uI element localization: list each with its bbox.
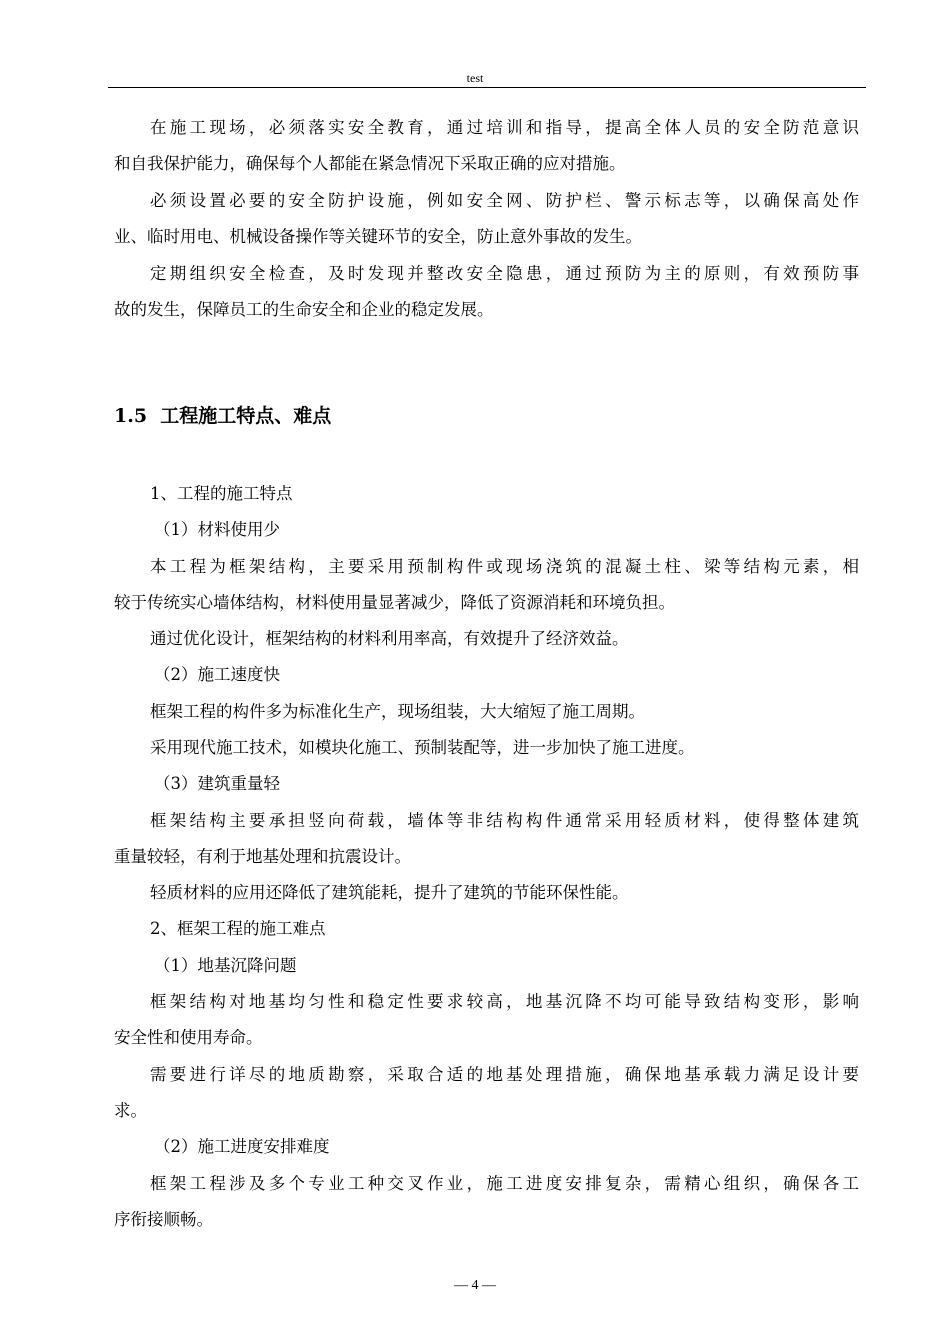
paragraph-line: 较于传统实心墙体结构，材料使用量显著减少，降低了资源消耗和环境负担。: [114, 593, 675, 612]
paragraph-line: 采用现代施工技术，如模块化施工、预制装配等，进一步加快了施工进度。: [150, 738, 695, 757]
paragraph-line: 在施工现场，必须落实安全教育，通过培训和指导，提高全体人员的安全防范意识: [150, 118, 859, 137]
subheading: （2）施工速度快: [154, 665, 280, 684]
paragraph-line: 故的发生，保障员工的生命安全和企业的稳定发展。: [114, 300, 494, 319]
paragraph-line: 和自我保护能力，确保每个人都能在紧急情况下采取正确的应对措施。: [114, 154, 626, 173]
section-heading: [114, 398, 331, 434]
header-rule: [108, 87, 866, 88]
subheading: （1）地基沉降问题: [154, 956, 297, 975]
page-number: — 4 —: [454, 1278, 496, 1293]
page-header-title: test: [466, 71, 484, 85]
section-title: 工程施工特点、难点: [160, 405, 332, 427]
paragraph-line: 框架工程涉及多个专业工种交叉作业，施工进度安排复杂，需精心组织，确保各工: [150, 1174, 859, 1193]
paragraph-line: 需要进行详尽的地质勘察，采取合适的地基处理措施，确保地基承载力满足设计要: [150, 1065, 859, 1084]
subheading: （2）施工进度安排难度: [154, 1137, 330, 1156]
subheading: （3）建筑重量轻: [154, 774, 280, 793]
paragraph-line: 重量较轻，有利于地基处理和抗震设计。: [114, 847, 411, 866]
paragraph-line: 本工程为框架结构，主要采用预制构件或现场浇筑的混凝土柱、梁等结构元素，相: [150, 557, 859, 576]
paragraph-line: 定期组织安全检查，及时发现并整改安全隐患，通过预防为主的原则，有效预防事: [150, 264, 859, 283]
paragraph-line: 业、临时用电、机械设备操作等关键环节的安全，防止意外事故的发生。: [114, 227, 642, 246]
paragraph-line: 框架工程的构件多为标准化生产，现场组装，大大缩短了施工周期。: [150, 702, 645, 721]
subheading: 2、框架工程的施工难点: [150, 919, 326, 938]
paragraph-line: 序衔接顺畅。: [114, 1210, 213, 1229]
paragraph-line: 框架结构对地基均匀性和稳定性要求较高，地基沉降不均可能导致结构变形，影响: [150, 992, 859, 1011]
paragraph-line: 框架结构主要承担竖向荷载，墙体等非结构构件通常采用轻质材料，使得整体建筑: [150, 811, 859, 830]
subheading: 1、工程的施工特点: [150, 484, 293, 503]
paragraph-line: 必须设置必要的安全防护设施，例如安全网、防护栏、警示标志等，以确保高处作: [150, 191, 859, 210]
paragraph-line: 安全性和使用寿命。: [114, 1028, 263, 1047]
paragraph-line: 求。: [114, 1101, 147, 1120]
subheading: （1）材料使用少: [154, 520, 280, 539]
section-number: 1.5: [114, 405, 148, 427]
paragraph-line: 通过优化设计，框架结构的材料利用率高，有效提升了经济效益。: [150, 629, 629, 648]
paragraph-line: 轻质材料的应用还降低了建筑能耗，提升了建筑的节能环保性能。: [150, 883, 629, 902]
